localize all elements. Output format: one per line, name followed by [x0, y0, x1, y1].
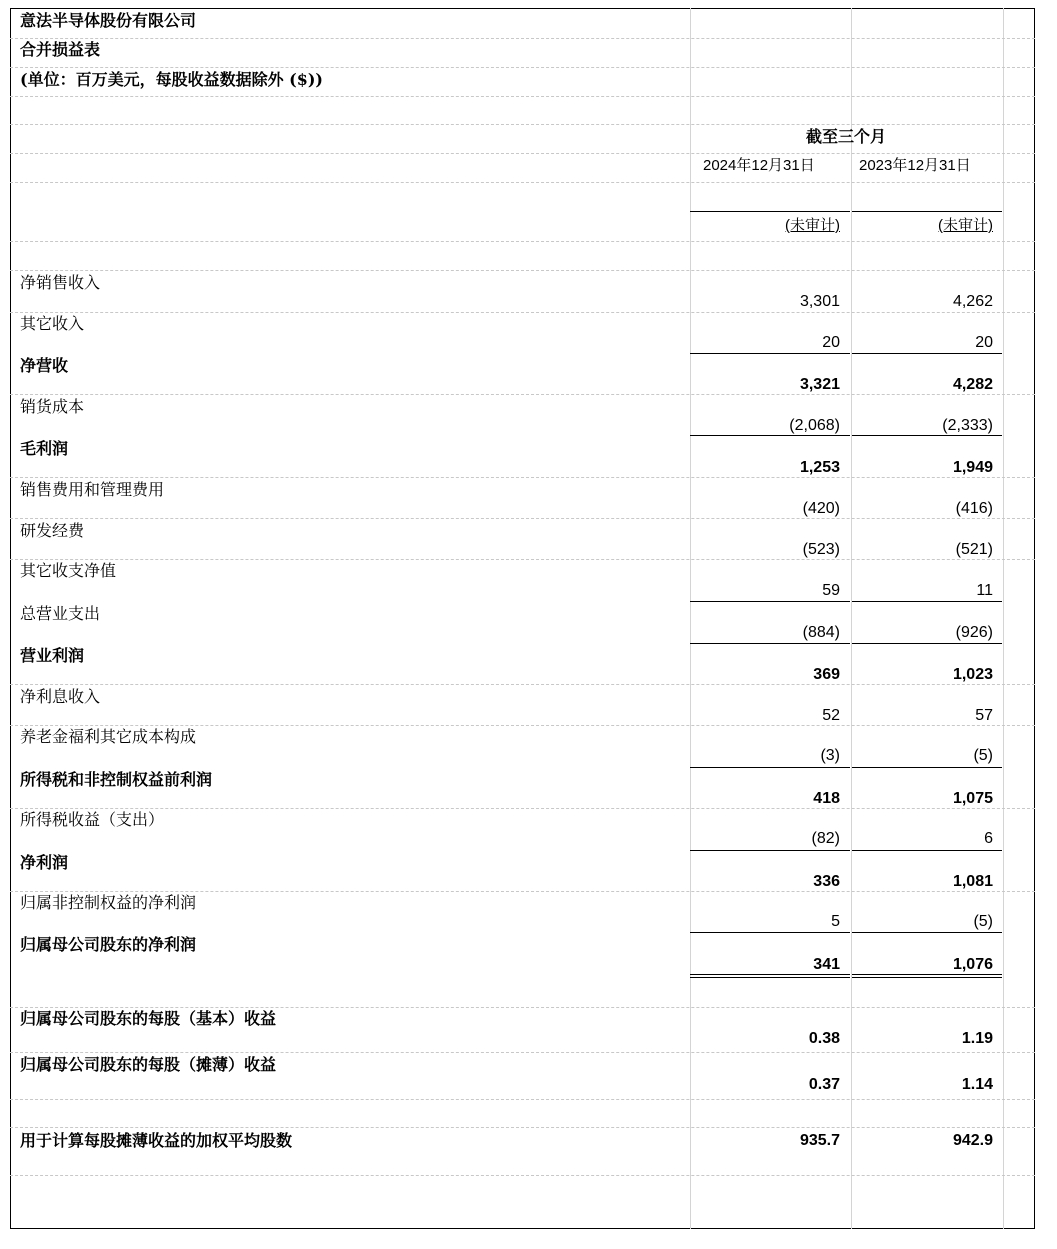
gridline: [10, 1099, 1035, 1100]
gridline: [10, 96, 1035, 97]
gridline: [10, 1052, 1035, 1053]
row-value-2024: 3,321: [799, 376, 840, 393]
column-header-rule: [690, 211, 850, 212]
row-value-2023: 20: [975, 334, 993, 351]
weighted-shares-label: 用于计算每股摊薄收益的加权平均股数: [20, 1131, 293, 1150]
col1-audit-status: (未审计): [785, 217, 840, 234]
row-value-2023: 11: [976, 582, 993, 599]
row-value-2023: (5): [973, 747, 993, 764]
subtotal-rule: [852, 353, 1002, 354]
row-value-2024: (3): [820, 747, 840, 764]
gridline: [10, 394, 1035, 395]
row-value-2023: 1,023: [952, 666, 993, 683]
gridline: [10, 67, 1035, 68]
eps-diluted-label: 归属母公司股东的每股（摊薄）收益: [20, 1055, 277, 1074]
row-label: 净利润: [20, 853, 69, 872]
gridline: [851, 8, 852, 1229]
gridline: [10, 808, 1035, 809]
row-label: 毛利润: [20, 439, 69, 458]
row-value-2024: 1,253: [799, 459, 840, 476]
row-value-2023: 4,262: [952, 293, 993, 310]
row-label: 归属母公司股东的净利润: [20, 935, 197, 954]
statement-sheet: [10, 8, 1035, 1229]
gridline: [1003, 8, 1004, 1229]
gridline: [10, 725, 1035, 726]
row-value-2023: (5): [973, 913, 993, 930]
row-label: 总营业支出: [20, 604, 101, 623]
gridline: [10, 1175, 1035, 1176]
row-value-2024: (884): [802, 624, 840, 641]
row-value-2024: 369: [813, 666, 840, 683]
gridline: [10, 153, 1035, 154]
row-value-2023: 1,949: [952, 459, 993, 476]
subtotal-rule: [690, 643, 850, 644]
eps-basic-2024: 0.38: [808, 1030, 840, 1047]
row-value-2024: 336: [813, 873, 840, 890]
col2-date: 2023年12月31日: [859, 157, 971, 174]
row-label: 所得税收益（支出）: [20, 810, 165, 829]
row-value-2023: 6: [984, 830, 993, 847]
period-title: 截至三个月: [805, 127, 886, 146]
eps-basic-2023: 1.19: [961, 1030, 993, 1047]
gridline: [10, 38, 1035, 39]
row-value-2024: (523): [802, 541, 840, 558]
total-double-rule: [852, 977, 1002, 978]
eps-diluted-2023: 1.14: [961, 1076, 993, 1093]
row-value-2023: 1,081: [952, 873, 993, 890]
subtotal-rule: [690, 932, 850, 933]
col2-audit-status: (未审计): [938, 217, 993, 234]
row-value-2024: 52: [822, 707, 840, 724]
subtotal-rule: [852, 643, 1002, 644]
row-value-2024: (420): [802, 500, 840, 517]
row-value-2024: 20: [822, 334, 840, 351]
eps-diluted-2024: 0.37: [808, 1076, 840, 1093]
gridline: [690, 8, 691, 1229]
weighted-shares-2024: 935.7: [799, 1132, 840, 1149]
row-label: 养老金福利其它成本构成: [20, 727, 197, 746]
subtotal-rule: [690, 850, 850, 851]
row-value-2023: (2,333): [942, 417, 993, 434]
row-label: 所得税和非控制权益前利润: [20, 770, 213, 789]
gridline: [10, 518, 1035, 519]
gridline: [10, 477, 1035, 478]
row-label: 营业利润: [20, 646, 85, 665]
company-name: 意法半导体股份有限公司: [20, 11, 197, 30]
row-label: 销货成本: [20, 397, 85, 416]
subtotal-rule: [852, 601, 1002, 602]
unit-note: (单位：百万美元，每股收益数据除外 ($)): [20, 70, 323, 89]
row-value-2023: (416): [955, 500, 993, 517]
column-header-rule: [852, 211, 1002, 212]
row-value-2023: 4,282: [952, 376, 993, 393]
row-value-2024: 5: [831, 913, 840, 930]
row-value-2024: 59: [822, 582, 840, 599]
row-value-2024: (2,068): [789, 417, 840, 434]
subtotal-rule: [690, 601, 850, 602]
row-value-2023: (521): [955, 541, 993, 558]
row-value-2024: (82): [811, 830, 840, 847]
row-label: 净利息收入: [20, 687, 101, 706]
col1-date: 2024年12月31日: [703, 157, 815, 174]
row-value-2023: 1,075: [952, 790, 993, 807]
total-double-rule: [690, 977, 850, 978]
row-value-2024: 341: [813, 956, 840, 973]
gridline: [10, 891, 1035, 892]
subtotal-rule: [852, 850, 1002, 851]
gridline: [10, 684, 1035, 685]
gridline: [10, 312, 1035, 313]
gridline: [10, 241, 1035, 242]
gridline: [10, 559, 1035, 560]
eps-basic-label: 归属母公司股东的每股（基本）收益: [20, 1009, 277, 1028]
row-value-2023: (926): [955, 624, 993, 641]
subtotal-rule: [690, 353, 850, 354]
gridline: [10, 124, 1035, 125]
gridline: [10, 1127, 1035, 1128]
row-label: 销售费用和管理费用: [20, 480, 165, 499]
subtotal-rule: [852, 932, 1002, 933]
row-value-2024: 418: [813, 790, 840, 807]
row-value-2023: 1,076: [952, 956, 993, 973]
gridline: [10, 270, 1035, 271]
row-label: 净营收: [20, 356, 69, 375]
row-value-2024: 3,301: [799, 293, 840, 310]
gridline: [10, 182, 1035, 183]
row-label: 归属非控制权益的净利润: [20, 893, 197, 912]
gridline: [10, 1007, 1035, 1008]
row-label: 净销售收入: [20, 273, 101, 292]
row-value-2023: 57: [975, 707, 993, 724]
subtotal-rule: [690, 767, 850, 768]
row-label: 其它收支净值: [20, 561, 117, 580]
row-label: 其它收入: [20, 314, 85, 333]
statement-title: 合并损益表: [20, 40, 101, 59]
weighted-shares-2023: 942.9: [952, 1132, 993, 1149]
row-label: 研发经费: [20, 521, 85, 540]
subtotal-rule: [852, 767, 1002, 768]
